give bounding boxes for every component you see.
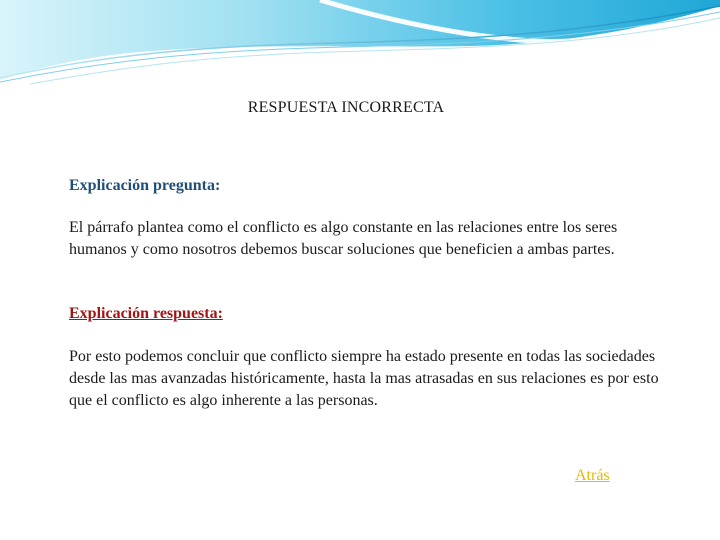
back-link[interactable]: Atrás — [575, 467, 610, 484]
question-explanation-text: El párrafo plantea como el conflicto es algo constante en las relaciones entre los seres humanos y como nosotros debemos buscar soluciones que beneficien a ambas partes. — [69, 219, 618, 258]
slide-title: RESPUESTA INCORRECTA — [247, 99, 445, 116]
answer-explanation-text: Por esto podemos concluir que conflicto siempre ha estado presente en todas las sociedades desde las mas avanzadas históricamente, hasta la mas atrasadas en sus relaciones es por esto que el conflicto es algo inherente a las personas. — [69, 348, 659, 409]
answer-explanation-heading: Explicación respuesta: — [69, 305, 223, 322]
question-explanation-heading: Explicación pregunta: — [69, 177, 221, 194]
decorative-wave-banner — [0, 0, 720, 90]
